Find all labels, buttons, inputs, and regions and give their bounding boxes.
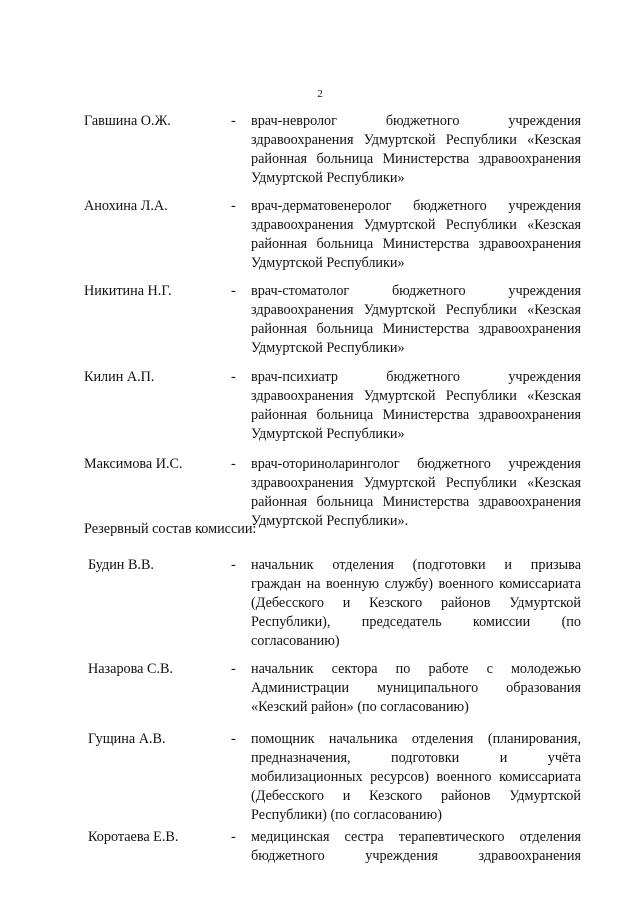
- member-name: Гущина А.В.: [88, 731, 166, 747]
- position-line: начальник сектора по работе с молодежью: [251, 661, 581, 677]
- position-line: медицинская сестра терапевтического отделения: [251, 829, 581, 845]
- position-line: врач-дерматовенеролог бюджетного учреждения: [251, 198, 581, 214]
- position-line: здравоохранения Удмуртской Республики «Кезская: [251, 388, 581, 404]
- position-line: районная больница Министерства здравоохранения: [251, 321, 581, 337]
- separator-dash: -: [231, 829, 236, 845]
- member-position: [251, 368, 581, 444]
- position-line: районная больница Министерства здравоохранения: [251, 407, 581, 423]
- member-position: [251, 455, 581, 531]
- position-line: Республики) (по согласованию): [251, 807, 442, 823]
- member-name: Гавшина О.Ж.: [84, 113, 171, 129]
- position-line: согласованию): [251, 633, 340, 649]
- member-position: [251, 556, 581, 651]
- position-line: (Дебесского и Кезского районов Удмуртской: [251, 788, 581, 804]
- member-position: [251, 197, 581, 273]
- position-line: Удмуртской Республики»: [251, 255, 405, 271]
- member-name: Никитина Н.Г.: [84, 283, 172, 299]
- member-name: Килин А.П.: [84, 369, 155, 385]
- member-position: [251, 282, 581, 358]
- position-line: врач-невролог бюджетного учреждения: [251, 113, 581, 129]
- position-line: Удмуртской Республики»: [251, 426, 405, 442]
- position-line: Удмуртской Республики».: [251, 513, 409, 529]
- member-position: [251, 660, 581, 717]
- position-line: (Дебесского и Кезского районов Удмуртской: [251, 595, 581, 611]
- separator-dash: -: [231, 113, 236, 129]
- position-line: Администрации муниципального образования: [251, 680, 581, 696]
- separator-dash: -: [231, 369, 236, 385]
- member-position: [251, 730, 581, 825]
- member-name: Коротаева Е.В.: [88, 829, 179, 845]
- position-line: районная больница Министерства здравоохранения: [251, 236, 581, 252]
- separator-dash: -: [231, 661, 236, 677]
- separator-dash: -: [231, 731, 236, 747]
- position-line: здравоохранения Удмуртской Республики «Кезская: [251, 475, 581, 491]
- position-line: Удмуртской Республики»: [251, 340, 405, 356]
- position-line: здравоохранения Удмуртской Республики «Кезская: [251, 132, 581, 148]
- position-line: районная больница Министерства здравоохранения: [251, 151, 581, 167]
- position-line: «Кезский район» (по согласованию): [251, 699, 469, 715]
- separator-dash: -: [231, 557, 236, 573]
- position-line: здравоохранения Удмуртской Республики «Кезская: [251, 217, 581, 233]
- position-line: врач-оториноларинголог бюджетного учреждения: [251, 456, 581, 472]
- reserve-heading: Резервный состав комиссии:: [84, 521, 257, 537]
- position-line: здравоохранения Удмуртской Республики «Кезская: [251, 302, 581, 318]
- position-line: мобилизационных ресурсов) военного комиссариата: [251, 769, 581, 785]
- separator-dash: -: [231, 456, 236, 472]
- position-line: начальник отделения (подготовки и призыва: [251, 557, 581, 573]
- position-line: Удмуртской Республики»: [251, 170, 405, 186]
- position-line: врач-стоматолог бюджетного учреждения: [251, 283, 581, 299]
- position-line: районная больница Министерства здравоохранения: [251, 494, 581, 510]
- member-position: [251, 112, 581, 188]
- position-line: граждан на военную службу) военного комиссариата: [251, 576, 581, 592]
- position-line: врач-психиатр бюджетного учреждения: [251, 369, 581, 385]
- position-line: Республики), председатель комиссии (по: [251, 614, 581, 630]
- page-number: 2: [317, 88, 323, 100]
- position-line: предназначения, подготовки и учёта: [251, 750, 581, 766]
- position-line: помощник начальника отделения (планирования,: [251, 731, 581, 747]
- member-name: Назарова С.В.: [88, 661, 174, 677]
- member-name: Анохина Л.А.: [84, 198, 168, 214]
- position-line: бюджетного учреждения здравоохранения: [251, 848, 581, 864]
- member-name: Будин В.В.: [88, 557, 154, 573]
- member-name: Максимова И.С.: [84, 456, 183, 472]
- separator-dash: -: [231, 198, 236, 214]
- separator-dash: -: [231, 283, 236, 299]
- member-position: [251, 828, 581, 866]
